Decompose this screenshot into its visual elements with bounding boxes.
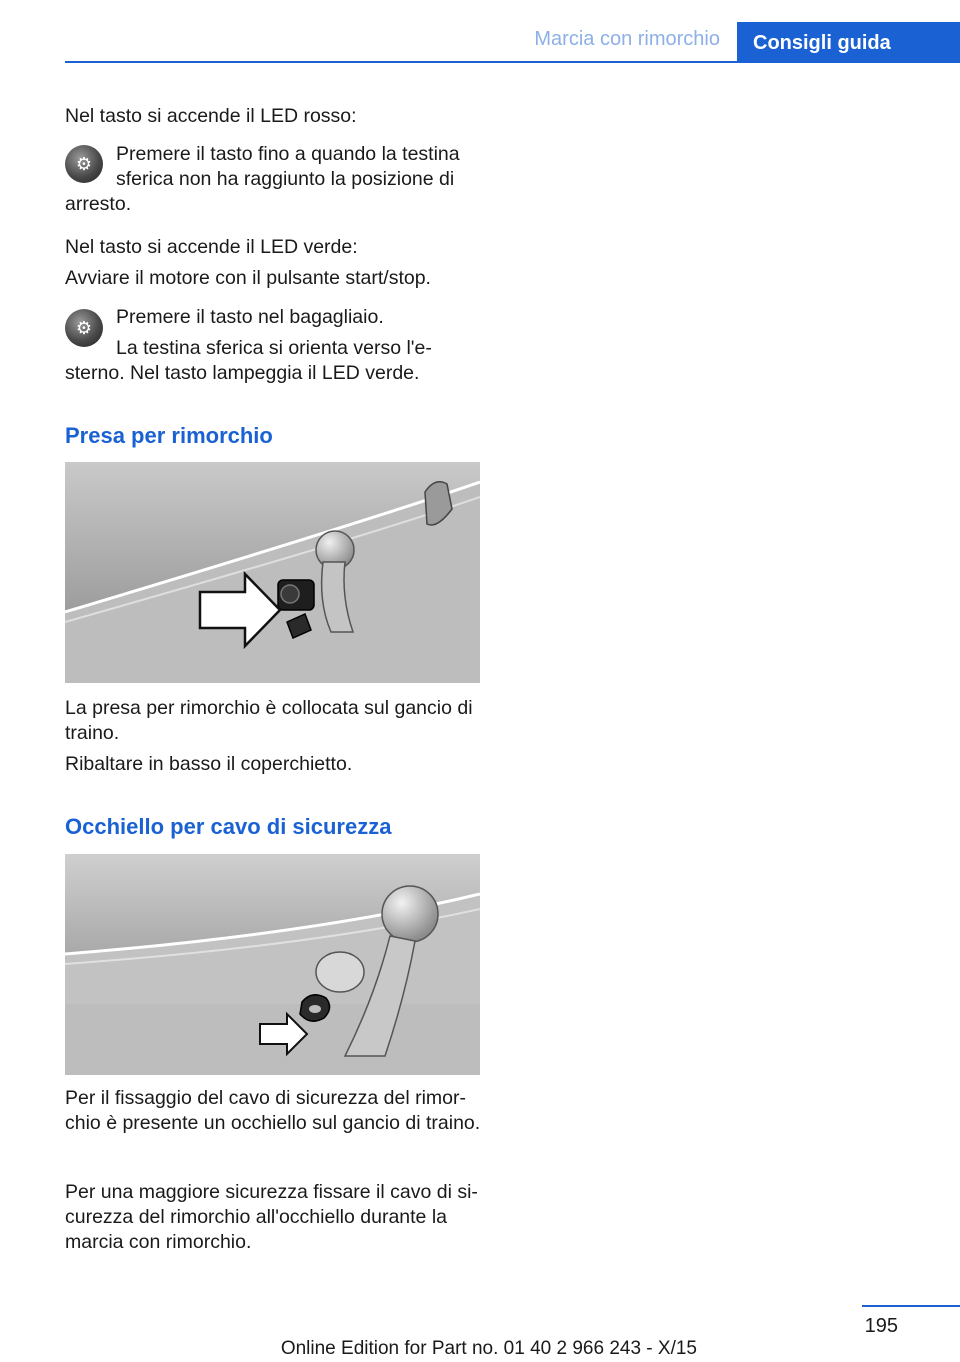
safety-eyelet-illustration	[65, 854, 480, 1075]
paragraph-start-engine: Avviare il motore con il pulsante start/stop.	[65, 267, 431, 289]
header-section-title: Marcia con rimorchio	[534, 28, 720, 50]
instruction-press-trunk-button: Premere il tasto nel bagagliaio.	[116, 306, 384, 328]
instruction-ball-head-swings: La testina sferica si orienta verso l'e-	[116, 337, 432, 359]
instruction-continuation: arresto.	[65, 193, 132, 215]
header-rule	[65, 61, 960, 63]
footer-edition: Online Edition for Part no. 01 40 2 966 243 - X/15	[280, 1338, 697, 1359]
page-number: 195	[864, 1315, 898, 1337]
paragraph-led-green: Nel tasto si accende il LED verde:	[65, 236, 358, 258]
header-chapter-tab: Consigli guida	[737, 22, 960, 61]
tow-hitch-button-icon: ⚙	[65, 145, 103, 183]
paragraph-eyelet-purpose: Per il fissaggio del cavo di sicurezza del rimor-chio è presente un occhiello sul gancio di traino.	[65, 1087, 481, 1134]
footer-rule	[862, 1305, 960, 1307]
heading-safety-cable-eyelet: Occhiello per cavo di sicurezza	[65, 814, 392, 839]
trailer-socket-illustration	[65, 462, 480, 683]
instruction-press-until-stop: Premere il tasto fino a quando la testina sferica non ha raggiunto la posizione di	[116, 143, 460, 190]
instruction-led-flashes: sterno. Nel tasto lampeggia il LED verde.	[65, 362, 420, 384]
paragraph-socket-location: La presa per rimorchio è collocata sul gancio di traino.	[65, 697, 473, 744]
tow-hitch-button-icon: ⚙	[65, 309, 103, 347]
figure-safety-cable-eyelet	[65, 854, 480, 1075]
paragraph-fold-down-cover: Ribaltare in basso il coperchietto.	[65, 753, 353, 775]
heading-trailer-socket: Presa per rimorchio	[65, 423, 273, 448]
paragraph-led-red: Nel tasto si accende il LED rosso:	[65, 105, 357, 127]
paragraph-attach-safety-cable: Per una maggiore sicurezza fissare il cavo di si-curezza del rimorchio all'occhiello durante la marcia con rimorchio.	[65, 1181, 478, 1253]
figure-trailer-socket	[65, 462, 480, 683]
